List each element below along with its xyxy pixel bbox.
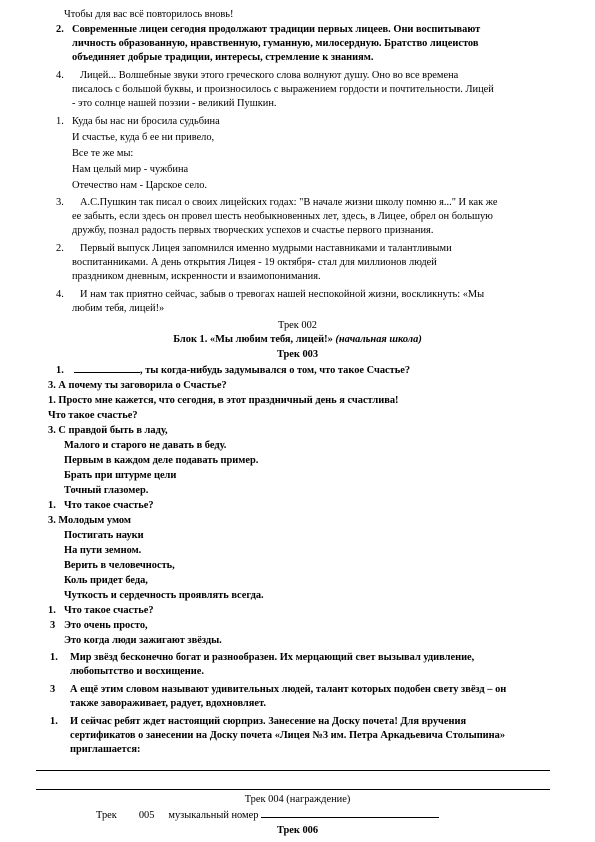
poem-line: Все те же мы: <box>72 148 134 159</box>
list-number: 1. <box>48 605 56 616</box>
paragraph-line: ее забыть, если здесь он провел шесть необыкновенных лет, здесь, в Лицее, обрел он большую <box>72 211 493 222</box>
list-number: 3 <box>50 620 56 631</box>
track-number: 005 <box>138 810 155 821</box>
list-number: 1. <box>56 365 64 376</box>
paragraph-line: И сейчас ребят ждет настоящий сюрприз. Занесение на Доску почета! Для вручения <box>70 716 467 727</box>
poem-line: Первым в каждом деле подавать пример. <box>64 455 259 466</box>
paragraph-line: личность образованную, нравственную, гуманную, милосердную. Братство лицеистов <box>72 38 479 49</box>
paragraph-line: Первый выпуск Лицея запомнился именно мудрыми наставниками и талантливыми <box>80 243 452 254</box>
block-title: Блок 1. «Мы любим тебя, лицей!» <box>173 334 333 345</box>
list-number: 3 <box>50 684 56 695</box>
dialogue-line: 3. А почему ты заговорила о Счастье? <box>48 380 227 391</box>
list-number: 4. <box>56 70 64 81</box>
paragraph-line: любопытство и восхищение. <box>70 666 204 677</box>
block-subtitle: (начальная школа) <box>335 334 422 345</box>
dialogue-line: Это очень просто, <box>64 620 148 631</box>
list-number: 3. <box>56 197 64 208</box>
paragraph-line: праздником дневным, искренности и взаимопонимания. <box>72 271 321 282</box>
dialogue-line: Это когда люди зажигают звёзды. <box>64 635 222 646</box>
paragraph-line: Лицей... Волшебные звуки этого греческого слова волнуют душу. Оно во все времена <box>80 70 459 81</box>
poem-line: Коль придет беда, <box>64 575 148 586</box>
track-002-label: Трек 002 <box>278 320 317 331</box>
poem-line: Чуткость и сердечность проявлять всегда. <box>64 590 264 601</box>
paragraph-line: любим тебя, лицей!» <box>72 303 165 314</box>
paragraph-line: А ещё этим словом называют удивительных людей, талант которых подобен свету звёзд – он <box>70 684 507 695</box>
paragraph-line: воспитанниками. А день открытия Лицея - 19 октября- стал для миллионов людей <box>72 257 437 268</box>
fill-in-line <box>36 770 550 771</box>
dialogue-text: , ты когда-нибудь задумывался о том, что такое Счастье? <box>140 365 411 376</box>
dialogue-line: Что такое счастье? <box>48 410 138 421</box>
paragraph-line: И нам так приятно сейчас, забыв о тревогах нашей неспокойной жизни, воскликнуть: «Мы <box>80 289 485 300</box>
list-number: 1. <box>48 500 56 511</box>
block-heading <box>0 333 595 347</box>
paragraph-line: дружбу, познал радость первых творческих успехов и счастье первого признания. <box>72 225 434 236</box>
dialogue-line: Что такое счастье? <box>64 605 154 616</box>
poem-line: На пути земном. <box>64 545 142 556</box>
poem-line: Верить в человечность, <box>64 560 175 571</box>
fill-in-line <box>261 817 439 818</box>
paragraph-line: Мир звёзд бесконечно богат и разнообразен. Их мерцающий свет вызывал удивление, <box>70 652 475 663</box>
list-number: 1. <box>56 116 64 127</box>
list-number: 1. <box>50 652 58 663</box>
paragraph-line: также завораживает, радует, вдохновляет. <box>70 698 266 709</box>
poem-line: И счастье, куда б ее ни привело, <box>72 132 215 143</box>
dialogue-line: 3. С правдой быть в ладу, <box>48 425 168 436</box>
dialogue-line: 1. Просто мне кажется, что сегодня, в этот праздничный день я счастлива! <box>48 395 399 406</box>
poem-line: Точный глазомер. <box>64 485 149 496</box>
paragraph-line: приглашается: <box>70 744 141 755</box>
track-label: Трек <box>96 810 117 821</box>
track-description: музыкальный номер <box>168 810 259 821</box>
dialogue-line <box>74 364 410 378</box>
poem-line: Нам целый мир - чужбина <box>72 164 189 175</box>
paragraph-line: писалось с большой буквы, и произносилось с выражением гордости и почтительности. Лицей <box>72 84 494 95</box>
paragraph-line: объединяет добрые традиции, интересы, стремление к знаниям. <box>72 52 374 63</box>
dialogue-line: Что такое счастье? <box>64 500 154 511</box>
track-006-label: Трек 006 <box>276 825 319 836</box>
text-line: Чтобы для вас всё повторилось вновь! <box>64 9 234 20</box>
track-003-label: Трек 003 <box>276 349 319 360</box>
list-number: 2. <box>56 24 64 35</box>
fill-in-line <box>36 789 550 790</box>
track-004-label: Трек 004 (награждение) <box>244 794 351 805</box>
name-blank <box>74 372 140 373</box>
poem-line: Малого и старого не давать в беду. <box>64 440 227 451</box>
track-005-line <box>96 809 439 823</box>
paragraph-line: А.С.Пушкин так писал о своих лицейских годах: "В начале жизни школу помню я..." И как же <box>80 197 498 208</box>
poem-line: Постигать науки <box>64 530 144 541</box>
paragraph-line: сертификатов о занесении на Доску почета «Лицея №3 им. Петра Аркадьевича Столыпина» <box>70 730 506 741</box>
list-number: 2. <box>56 243 64 254</box>
paragraph-line: - это солнце нашей поэзии - великий Пушкин. <box>72 98 277 109</box>
list-number: 4. <box>56 289 64 300</box>
poem-line: Отечество нам - Царское село. <box>72 180 207 191</box>
list-number: 1. <box>50 716 58 727</box>
paragraph-line: Современные лицеи сегодня продолжают традиции первых лицеев. Они воспитывают <box>72 24 481 35</box>
poem-line: Брать при штурме цели <box>64 470 177 481</box>
poem-line: Куда бы нас ни бросила судьбина <box>72 116 220 127</box>
dialogue-line: 3. Молодым умом <box>48 515 131 526</box>
